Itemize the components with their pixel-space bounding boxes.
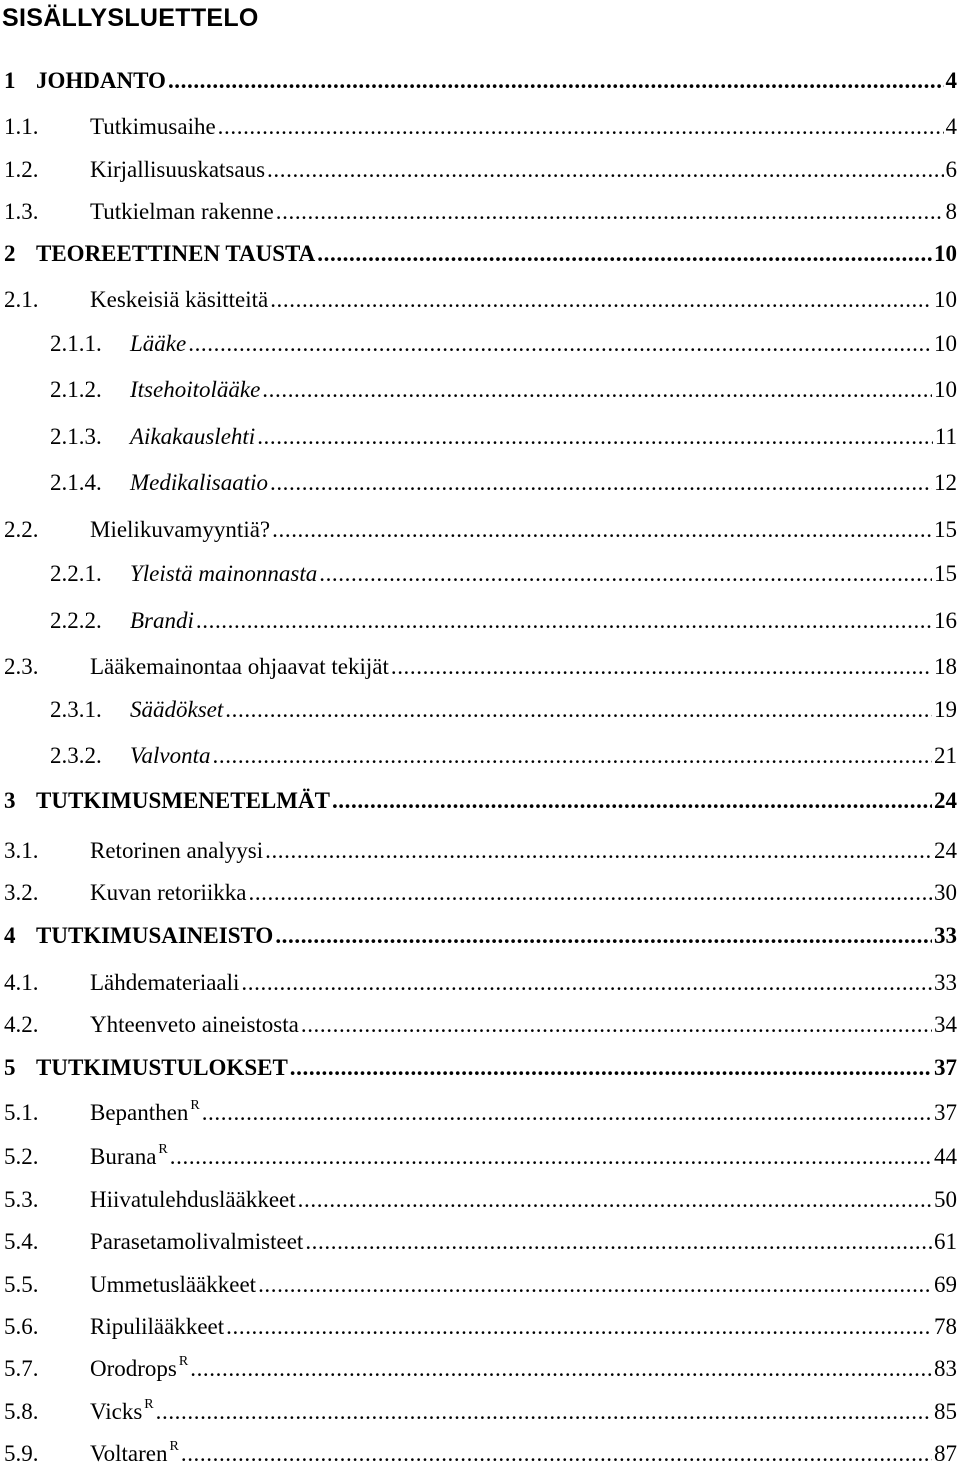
toc-entry-label: Tutkimusaihe bbox=[90, 114, 216, 139]
toc-entry-number: 4.2. bbox=[4, 1012, 39, 1037]
toc-entry-number: 3.1. bbox=[4, 838, 39, 863]
toc-entry-number: 5.4. bbox=[4, 1229, 39, 1254]
toc-entry-label: Orodrops $^R$ bbox=[90, 1354, 189, 1381]
dot-leader bbox=[168, 65, 944, 97]
toc-entry-page: 8 bbox=[945, 199, 957, 224]
toc-entry[interactable] bbox=[0, 694, 957, 726]
toc-entry-page: 44 bbox=[934, 1144, 957, 1169]
toc-entry-label: Tutkielman rakenne bbox=[90, 199, 274, 224]
toc-entry-label: Kuvan retoriikka bbox=[90, 880, 247, 905]
toc-entry-label: Burana $^R$ bbox=[90, 1142, 168, 1169]
toc-entry-page: 15 bbox=[934, 517, 957, 542]
toc-entry-number: 1.2. bbox=[4, 157, 39, 182]
toc-entry-label: Voltaren $^R$ bbox=[90, 1439, 179, 1466]
dot-leader bbox=[248, 877, 932, 909]
toc-entry-label: Mielikuvamyyntiä? bbox=[90, 517, 271, 542]
dot-leader bbox=[218, 111, 944, 143]
toc-entry-page: 34 bbox=[934, 1012, 957, 1037]
toc-entry-number: 3.2. bbox=[4, 880, 39, 905]
toc-entry-label: Valvonta bbox=[130, 743, 211, 768]
toc-entry-page: 33 bbox=[934, 970, 957, 995]
dot-leader bbox=[317, 238, 932, 270]
toc-entry-number: 5.9. bbox=[4, 1441, 39, 1466]
dot-leader bbox=[267, 154, 943, 186]
toc-entry-number: 1.1. bbox=[4, 114, 39, 139]
dot-leader bbox=[298, 1184, 932, 1216]
dot-leader bbox=[265, 835, 932, 867]
dot-leader bbox=[262, 374, 932, 406]
toc-entry-label: Itsehoitolääke bbox=[130, 377, 261, 402]
toc-entry-number: 1.3. bbox=[4, 199, 39, 224]
toc-entry[interactable] bbox=[0, 65, 957, 97]
toc-entry[interactable] bbox=[0, 1052, 957, 1084]
toc-entry-page: 37 bbox=[934, 1055, 957, 1080]
toc-entry-page: 24 bbox=[934, 838, 957, 863]
toc-entry-page: 18 bbox=[934, 654, 957, 679]
toc-entry[interactable] bbox=[0, 1097, 957, 1129]
toc-entry-label: Yhteenveto aineistosta bbox=[90, 1012, 299, 1037]
toc-entry[interactable] bbox=[0, 558, 957, 590]
toc-entry[interactable] bbox=[0, 374, 957, 406]
toc-entry[interactable] bbox=[0, 111, 957, 143]
toc-entry[interactable] bbox=[0, 467, 957, 499]
dot-leader bbox=[225, 694, 932, 726]
toc-entry-number: 5.8. bbox=[4, 1399, 39, 1424]
toc-entry-page: 61 bbox=[934, 1229, 957, 1254]
dot-leader bbox=[226, 1311, 932, 1343]
dot-leader bbox=[258, 1269, 932, 1301]
toc-entry-label: Lääkemainontaa ohjaavat tekijät bbox=[90, 654, 389, 679]
toc-entry-page: 10 bbox=[934, 287, 957, 312]
toc-entry-label: Retorinen analyysi bbox=[90, 838, 264, 863]
toc-entry-number: 5.3. bbox=[4, 1187, 39, 1212]
toc-entry[interactable] bbox=[0, 1396, 957, 1428]
toc-entry-number: 5.1. bbox=[4, 1100, 39, 1125]
toc-entry-page: 87 bbox=[934, 1441, 957, 1466]
toc-entry[interactable] bbox=[0, 1438, 957, 1470]
toc-entry-page: 37 bbox=[934, 1100, 957, 1125]
toc-entry-number: 4 bbox=[4, 923, 16, 948]
dot-leader bbox=[272, 514, 932, 546]
toc-entry-page: 10 bbox=[934, 241, 957, 266]
toc-entry-page: 11 bbox=[934, 424, 957, 449]
toc-entry[interactable] bbox=[0, 785, 957, 817]
toc-entry-label: Ripulilääkkeet bbox=[90, 1314, 225, 1339]
toc-entry-label: TUTKIMUSAINEISTO bbox=[36, 923, 274, 948]
dot-leader bbox=[305, 1226, 932, 1258]
toc-entry-page: 15 bbox=[934, 561, 957, 586]
dot-leader bbox=[332, 785, 932, 817]
toc-entry-number: 5 bbox=[4, 1055, 16, 1080]
toc-entry-number: 2.2. bbox=[4, 517, 39, 542]
dot-leader bbox=[202, 1097, 932, 1129]
toc-entry-page: 78 bbox=[934, 1314, 957, 1339]
toc-entry-label: Brandi bbox=[130, 608, 194, 633]
dot-leader bbox=[391, 651, 932, 683]
toc-entry[interactable] bbox=[0, 1269, 957, 1301]
toc-entry[interactable] bbox=[0, 1353, 957, 1385]
dot-leader bbox=[241, 967, 932, 999]
toc-entry[interactable] bbox=[0, 1009, 957, 1041]
toc-entry-label: Lääke bbox=[130, 331, 187, 356]
toc-entry-label: Ummetuslääkkeet bbox=[90, 1272, 257, 1297]
toc-entry-page: 50 bbox=[934, 1187, 957, 1212]
toc-entry[interactable] bbox=[0, 196, 957, 228]
toc-entry-label: Parasetamolivalmisteet bbox=[90, 1229, 304, 1254]
toc-entry-number: 2.1.4. bbox=[50, 470, 102, 495]
dot-leader bbox=[190, 1353, 932, 1385]
registered-mark: R bbox=[178, 1354, 189, 1369]
toc-entry[interactable] bbox=[0, 651, 957, 683]
toc-entry-label: Bepanthen $^R$ bbox=[90, 1098, 200, 1125]
registered-mark: R bbox=[190, 1098, 200, 1113]
page-title: SISÄLLYSLUETTELO bbox=[2, 4, 259, 32]
toc-entry-number: 2.1. bbox=[4, 287, 39, 312]
toc-entry-page: 6 bbox=[945, 157, 957, 182]
toc-entry-page: 12 bbox=[934, 470, 957, 495]
dot-leader bbox=[213, 740, 933, 772]
toc-entry-label: Keskeisiä käsitteitä bbox=[90, 287, 269, 312]
toc-entry[interactable] bbox=[0, 1141, 957, 1173]
toc-entry[interactable] bbox=[0, 421, 957, 453]
toc-entry[interactable] bbox=[0, 1184, 957, 1216]
toc-entry-number: 2.1.2. bbox=[50, 377, 102, 402]
toc-entry-page: 19 bbox=[934, 697, 957, 722]
toc-entry-page: 16 bbox=[934, 608, 957, 633]
toc-entry-page: 10 bbox=[934, 331, 957, 356]
toc-entry-number: 1 bbox=[4, 68, 16, 93]
toc-entry-label: TUTKIMUSTULOKSET bbox=[36, 1055, 288, 1080]
toc-entry[interactable] bbox=[0, 328, 957, 360]
toc-entry-number: 5.7. bbox=[4, 1356, 39, 1381]
toc-entry-page: 21 bbox=[934, 743, 957, 768]
toc-entry-label: Säädökset bbox=[130, 697, 224, 722]
toc-entry[interactable] bbox=[0, 967, 957, 999]
toc-entry-label: Yleistä mainonnasta bbox=[130, 561, 318, 586]
toc-entry-page: 85 bbox=[934, 1399, 957, 1424]
toc-entry-page: 30 bbox=[934, 880, 957, 905]
toc-entry-page: 69 bbox=[934, 1272, 957, 1297]
toc-entry[interactable] bbox=[0, 154, 957, 186]
dot-leader bbox=[156, 1396, 932, 1428]
toc-entry-label: TUTKIMUSMENETELMÄT bbox=[36, 788, 330, 813]
toc-entry-label: Hiivatulehduslääkkeet bbox=[90, 1187, 296, 1212]
toc-entry-page: 4 bbox=[945, 114, 957, 139]
toc-entry-page: 83 bbox=[934, 1356, 957, 1381]
toc-entry-number: 3 bbox=[4, 788, 16, 813]
toc-entry-number: 5.2. bbox=[4, 1144, 39, 1169]
dot-leader bbox=[319, 558, 932, 590]
toc-entry[interactable] bbox=[0, 877, 957, 909]
toc-entry-number: 2.2.2. bbox=[50, 608, 102, 633]
toc-entry-number: 2.3.1. bbox=[50, 697, 102, 722]
toc-entry-label: Medikalisaatio bbox=[130, 470, 268, 495]
toc-entry[interactable] bbox=[0, 605, 957, 637]
toc-entry-page: 4 bbox=[945, 68, 957, 93]
dot-leader bbox=[270, 284, 932, 316]
dot-leader bbox=[181, 1438, 932, 1470]
toc-entry[interactable] bbox=[0, 284, 957, 316]
dot-leader bbox=[170, 1141, 932, 1173]
toc-entry-label: Lähdemateriaali bbox=[90, 970, 240, 995]
dot-leader bbox=[196, 605, 932, 637]
toc-entry-label: Kirjallisuuskatsaus bbox=[90, 157, 266, 182]
toc-entry-number: 2.1.1. bbox=[50, 331, 102, 356]
registered-mark: R bbox=[158, 1142, 168, 1157]
toc-entry-number: 4.1. bbox=[4, 970, 39, 995]
dot-leader bbox=[188, 328, 932, 360]
toc-entry[interactable] bbox=[0, 835, 957, 867]
toc-entry-number: 2.2.1. bbox=[50, 561, 102, 586]
toc-entry[interactable] bbox=[0, 514, 957, 546]
dot-leader bbox=[301, 1009, 932, 1041]
toc-entry[interactable] bbox=[0, 920, 957, 952]
toc-entry-number: 2.1.3. bbox=[50, 424, 102, 449]
toc-entry-page: 33 bbox=[934, 923, 957, 948]
toc-entry-label: Vicks $^R$ bbox=[90, 1397, 154, 1424]
toc-entry[interactable] bbox=[0, 1311, 957, 1343]
toc-entry-page: 24 bbox=[934, 788, 957, 813]
toc-entry[interactable] bbox=[0, 740, 957, 772]
toc-entry[interactable] bbox=[0, 1226, 957, 1258]
toc-entry-label: TEOREETTINEN TAUSTA bbox=[36, 241, 316, 266]
toc-entry-label: Aikakauslehti bbox=[130, 424, 256, 449]
toc-entry-number: 2.3.2. bbox=[50, 743, 102, 768]
registered-mark: R bbox=[169, 1439, 179, 1454]
toc-entry-number: 2.3. bbox=[4, 654, 39, 679]
dot-leader bbox=[276, 196, 944, 228]
dot-leader bbox=[290, 1052, 932, 1084]
toc-entry-number: 5.5. bbox=[4, 1272, 39, 1297]
toc-entry[interactable] bbox=[0, 238, 957, 270]
dot-leader bbox=[257, 421, 933, 453]
toc-entry-number: 5.6. bbox=[4, 1314, 39, 1339]
dot-leader bbox=[275, 920, 932, 952]
toc-entry-number: 2 bbox=[4, 241, 16, 266]
toc-entry-page: 10 bbox=[934, 377, 957, 402]
registered-mark: R bbox=[144, 1397, 154, 1412]
dot-leader bbox=[270, 467, 932, 499]
toc-entry-label: JOHDANTO bbox=[36, 68, 166, 93]
